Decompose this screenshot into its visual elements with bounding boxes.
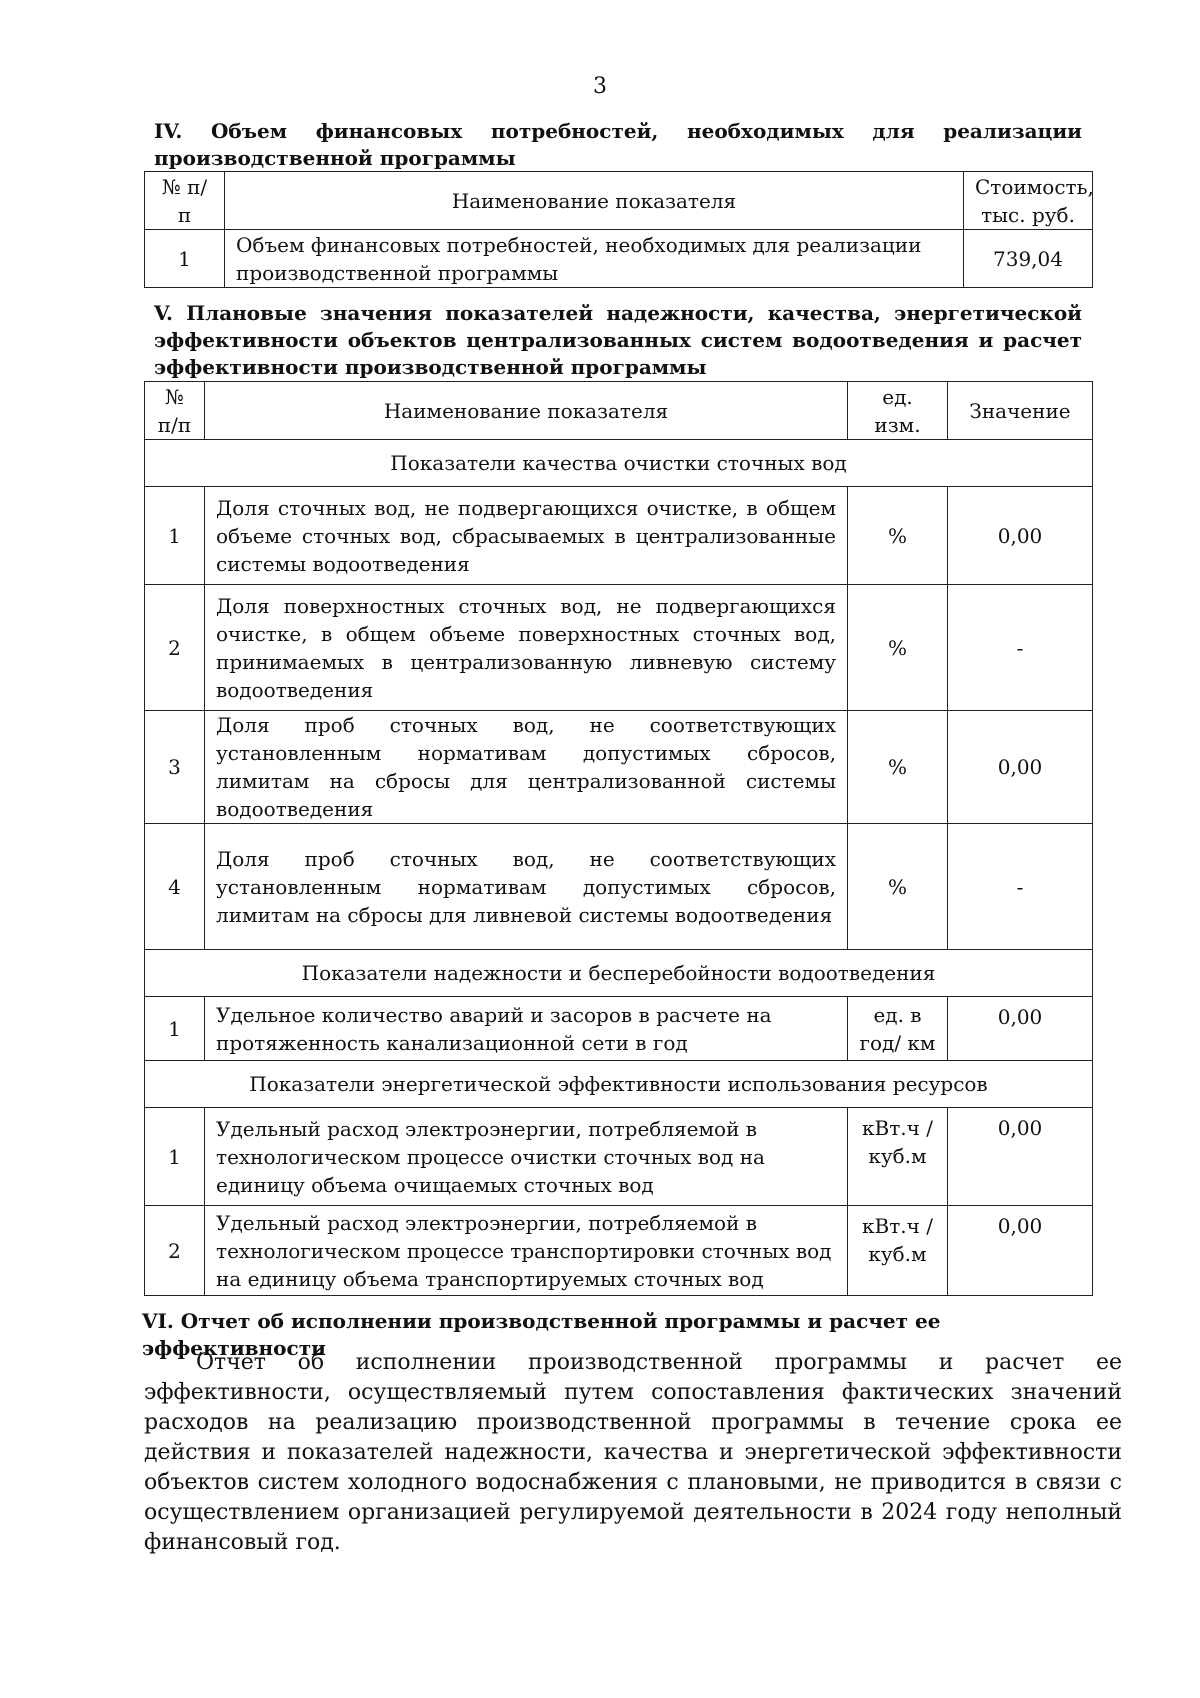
section-5-heading [154, 300, 1082, 381]
row-num: 1 [145, 487, 205, 585]
group-header-row [145, 950, 1093, 997]
table-row [145, 711, 1093, 824]
header-name: Наименование показателя [205, 382, 848, 440]
row-unit: % [848, 585, 948, 711]
row-name: Удельный расход электроэнергии, потребляемой в технологическом процессе очистки сточных вод на единицу объема очищаемых сточных вод [205, 1108, 848, 1206]
row-num: 2 [145, 1206, 205, 1296]
section-6-paragraph-text: Отчет об исполнении производственной программы и расчет ее эффективности, осуществляемый путем сопоставления фактических значений расходов на реализацию производственной программы в течение срока ее действия и показателей надежности, качества и энергетической эффективности объектов систем холодного водоснабжения с плановыми, не приводится в связи с осуществлением организацией регулируемой деятельности в 2024 году неполный финансовый год. [144, 1350, 1122, 1555]
row-unit: % [848, 711, 948, 824]
table-row [145, 997, 1093, 1061]
group-header-row [145, 440, 1093, 487]
header-value: Значение [948, 382, 1093, 440]
group-header-row [145, 1061, 1093, 1108]
table-header-row [145, 172, 1093, 230]
section-4-heading-line1: IV. Объем финансовых потребностей, необходимых для реализации [154, 119, 1082, 143]
row-value: 0,00 [948, 1108, 1093, 1206]
row-value: 0,00 [948, 997, 1093, 1061]
section-5-heading-line1: V. Плановые значения показателей надежности, качества, энергетической [154, 301, 1082, 325]
row-unit: ед. в год/ км [848, 997, 948, 1061]
row-name: Доля поверхностных сточных вод, не подвергающихся очистке, в общем объеме поверхностных сточных вод, принимаемых в централизованную ливневую систему водоотведения [205, 585, 848, 711]
indicators-table [144, 381, 1093, 1296]
table-row [145, 585, 1093, 711]
financial-needs-table [144, 171, 1093, 288]
row-name: Доля проб сточных вод, не соответствующих установленным нормативам допустимых сбросов, лимитам на сбросы для централизованной системы водоотведения [205, 711, 848, 824]
header-num: № п/п [145, 172, 225, 230]
row-unit: кВт.ч / куб.м [848, 1108, 948, 1206]
row-num: 1 [145, 997, 205, 1061]
row-value: 0,00 [948, 1206, 1093, 1296]
section-5-heading-line3: эффективности производственной программы [154, 355, 707, 379]
section-5-heading-line2: эффективности объектов централизованных систем водоотведения и расчет [154, 328, 1082, 352]
section-6-paragraph [144, 1348, 1122, 1558]
row-name: Удельное количество аварий и засоров в расчете на протяженность канализационной сети в год [205, 997, 848, 1061]
page-number: 3 [593, 74, 607, 99]
row-unit: кВт.ч / куб.м [848, 1206, 948, 1296]
row-unit: % [848, 487, 948, 585]
group-title-reliability: Показатели надежности и бесперебойности водоотведения [145, 950, 1093, 997]
section-4-heading [154, 118, 1082, 172]
row-name: Доля проб сточных вод, не соответствующих установленным нормативам допустимых сбросов, лимитам на сбросы для ливневой системы водоотведения [205, 824, 848, 950]
header-name: Наименование показателя [225, 172, 964, 230]
table-row [145, 1206, 1093, 1296]
row-name: Удельный расход электроэнергии, потребляемой в технологическом процессе транспортировки сточных вод на единицу объема транспортируемых сточных вод [205, 1206, 848, 1296]
table-row [145, 487, 1093, 585]
row-value: - [948, 824, 1093, 950]
row-name: Объем финансовых потребностей, необходимых для реализации производственной программы [225, 230, 964, 288]
section-6-heading: VI. Отчет об исполнении производственной программы и расчет ее эффективности [142, 1309, 941, 1360]
header-num: № п/п [145, 382, 205, 440]
row-num: 2 [145, 585, 205, 711]
table-row [145, 1108, 1093, 1206]
row-unit: % [848, 824, 948, 950]
row-num: 4 [145, 824, 205, 950]
header-cost: Стоимость, тыс. руб. [964, 172, 1093, 230]
row-name: Доля сточных вод, не подвергающихся очистке, в общем объеме сточных вод, сбрасываемых в централизованные системы водоотведения [205, 487, 848, 585]
row-value: 739,04 [964, 230, 1093, 288]
table-row [145, 824, 1093, 950]
row-num: 3 [145, 711, 205, 824]
table-row [145, 230, 1093, 288]
row-num: 1 [145, 1108, 205, 1206]
section-4-heading-line2: производственной программы [154, 146, 516, 170]
header-unit: ед. изм. [848, 382, 948, 440]
row-value: 0,00 [948, 711, 1093, 824]
row-value: 0,00 [948, 487, 1093, 585]
row-num: 1 [145, 230, 225, 288]
group-title-energy: Показатели энергетической эффективности использования ресурсов [145, 1061, 1093, 1108]
group-title-quality: Показатели качества очистки сточных вод [145, 440, 1093, 487]
row-value: - [948, 585, 1093, 711]
table-header-row [145, 382, 1093, 440]
